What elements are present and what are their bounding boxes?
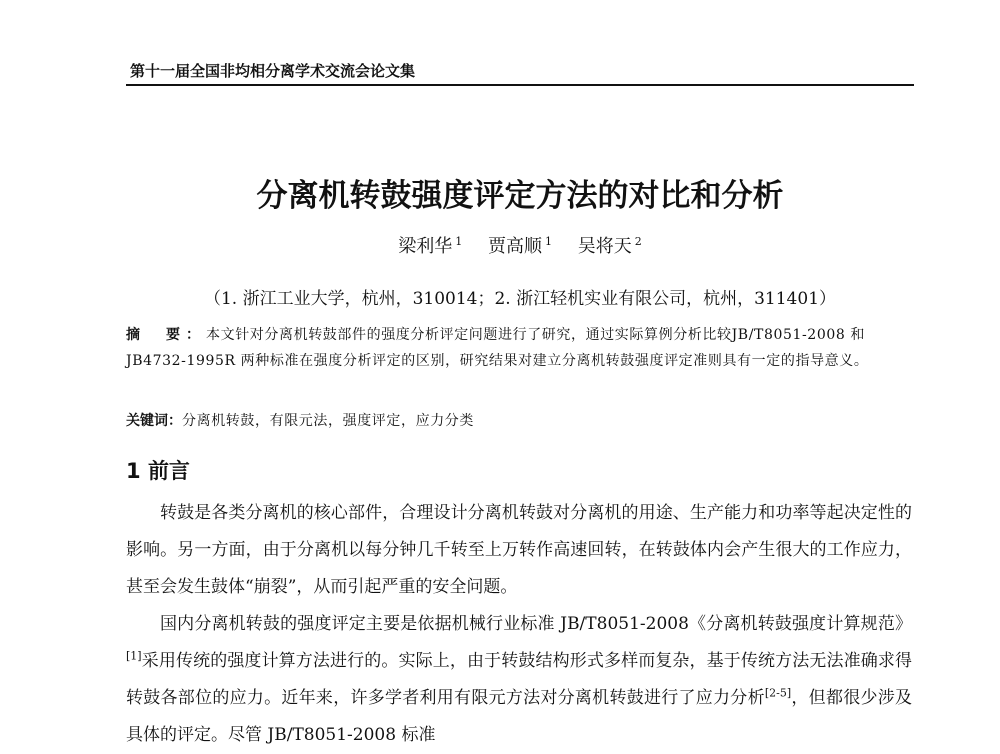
author-affiliation-mark: 1 [455,235,463,248]
abstract [126,322,916,374]
section-title: 前言 [147,459,190,483]
abstract-label: 摘 要： [126,327,206,343]
header-rule [126,84,914,86]
author-affiliation-mark: 2 [634,235,642,248]
author [398,236,462,257]
keywords-label: 关键词： [126,413,182,429]
running-header: 第十一届全国非均相分离学术交流会论文集 [130,62,416,80]
author [488,236,552,257]
author-name: 贾高顺 [488,236,542,257]
citation-ref: [1] [126,649,142,663]
citation-ref: [2-5] [764,686,792,700]
author-name: 梁利华 [398,236,453,257]
author-list [0,232,1000,258]
paragraph: 转鼓是各类分离机的核心部件，合理设计分离机转鼓对分离机的用途、生产能力和功率等起决定性的影响。另一方面，由于分离机以每分钟几千转至上万转作高速回转，在转鼓体内会产生很大的工作应力，甚至会发生鼓体“崩裂”，从而引起严重的安全问题。 [126,503,912,597]
paragraph-text: 国内分离机转鼓的强度评定主要是依据机械行业标准 JB/T8051-2008《分离机转鼓强度计算规范》 [160,614,912,634]
section-number: 1 [126,459,141,483]
author-name: 吴将天 [577,236,632,257]
abstract-text: 本文针对分离机转鼓部件的强度分析评定问题进行了研究，通过实际算例分析比较JB/T8051-2008 和 JB4732-1995R 两种标准在强度分析评定的区别，研究结果对建立分离机转鼓强度评定准则具有一定的指导意义。 [126,327,869,369]
paragraph-text: ，但都很少涉及具体的评定。尽管 JB/T8051-2008 标准 [126,688,913,745]
author [578,236,642,257]
paragraph-text: 采用传统的强度计算方法进行的。实际上，由于转鼓结构形式多样而复杂，基于传统方法无法准确求得转鼓各部位的应力。近年来，许多学者利用有限元方法对分离机转鼓进行了应力分析 [126,651,912,708]
paper-title: 分离机转鼓强度评定方法的对比和分析 [256,178,784,214]
section-heading [126,455,190,485]
author-affiliation-mark: 1 [545,235,552,248]
keywords [126,410,916,430]
body-text [126,495,912,754]
affiliation-line: （1. 浙江工业大学，杭州，310014；2. 浙江轻机实业有限公司，杭州，311401） [203,289,837,309]
paragraph [126,606,912,754]
keywords-text: 分离机转鼓，有限元法，强度评定，应力分类 [182,413,474,429]
